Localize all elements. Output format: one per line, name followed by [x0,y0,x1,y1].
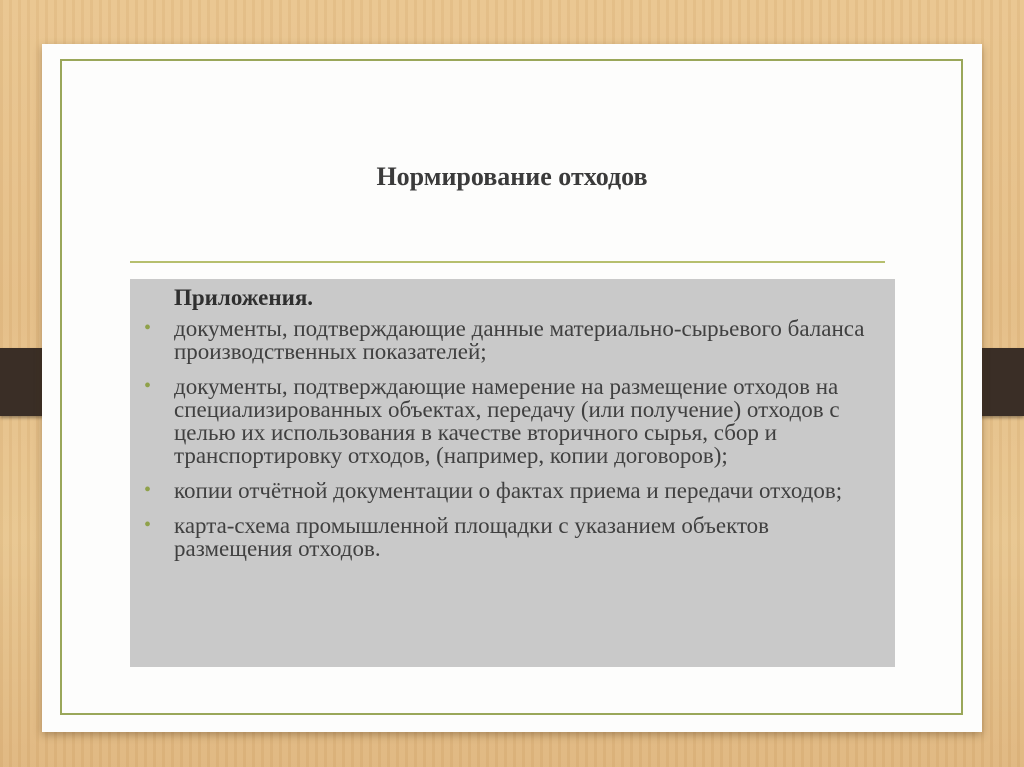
list-item [130,317,870,363]
list-item-text: документы, подтверждающие данные материально-сырьевого баланса производственных показателей; [174,316,865,364]
bullet-icon: • [144,317,152,339]
bullet-icon: • [144,375,152,397]
list-item-text: документы, подтверждающие намерение на размещение отходов на специализированных объектах, передачу (или получение) отходов с целью их использования в качестве вторичного сырья, сбор и транспортировку отходов, (например, копии договоров); [174,374,840,468]
bullet-list [130,317,870,572]
list-item [130,514,870,560]
list-item-text: карта-схема промышленной площадки с указанием объектов размещения отходов. [174,513,770,561]
slide-title: Нормирование отходов [376,162,648,191]
title-divider [130,261,885,263]
bullet-icon: • [144,479,152,501]
content-panel [130,279,895,667]
list-item [130,479,870,502]
slide-paper [42,44,982,732]
bullet-icon: • [144,514,152,536]
section-heading: Приложения. [174,285,314,310]
list-item [130,375,870,467]
list-item-text: копии отчётной документации о фактах приема и передачи отходов; [174,478,843,503]
